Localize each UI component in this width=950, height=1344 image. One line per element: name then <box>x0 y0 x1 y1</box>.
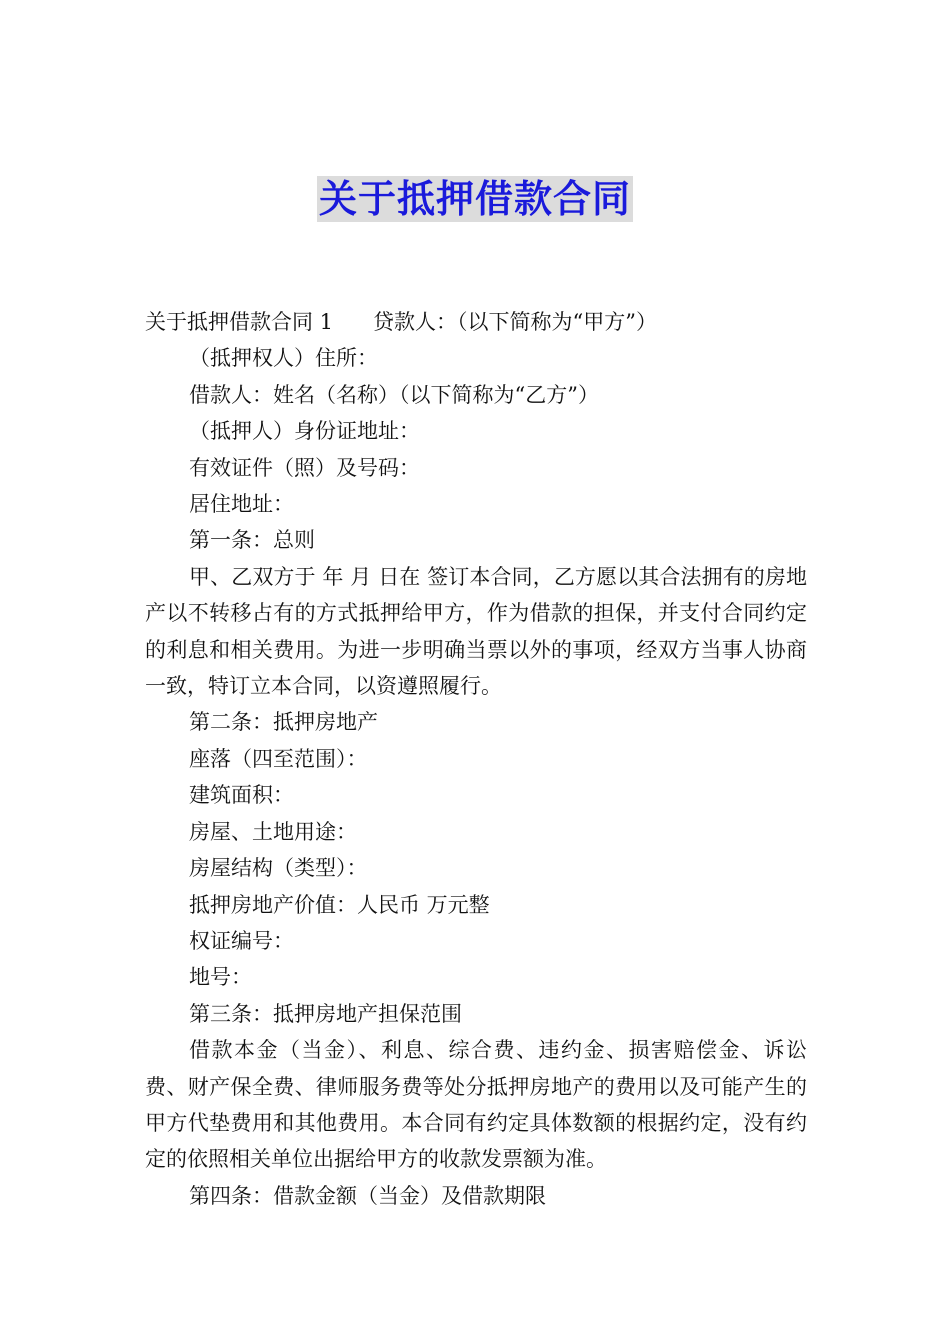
document-body <box>145 304 807 1214</box>
paragraph-mortgagee-address: （抵押权人）住所： <box>189 346 378 371</box>
field-land-use: 房屋、土地用途： <box>189 819 357 844</box>
paragraph-mortgagor-id-address: （抵押人）身份证地址： <box>189 419 420 444</box>
article-1-body: 甲、乙双方于 年 月 日在 签订本合同，乙方愿以其合法拥有的房地产以不转移占有的方式抵押给甲方，作为借款的担保，并支付合同约定的利息和相关费用。为进一步明确当票以外的事项，经双方当事人协商一致，特订立本合同，以资遵照履行。 <box>145 564 807 699</box>
document-title: 关于抵押借款合同 <box>318 177 631 221</box>
opening-line <box>145 304 807 340</box>
lender-line: 贷款人：（以下简称为“甲方”） <box>373 310 658 334</box>
field-lot-number: 地号： <box>189 965 252 990</box>
title-container <box>0 176 950 222</box>
paragraph-borrower-name: 借款人：姓名（名称）（以下简称为“乙方”） <box>189 382 599 407</box>
paragraph-residence-address: 居住地址： <box>189 492 294 517</box>
article-2-heading: 第二条：抵押房地产 <box>189 710 378 735</box>
article-1-heading: 第一条：总则 <box>189 528 315 553</box>
field-certificate-number: 权证编号： <box>189 928 294 953</box>
paragraph-id-number: 有效证件（照）及号码： <box>189 455 420 480</box>
field-structure: 房屋结构（类型）： <box>189 856 368 881</box>
article-3-heading: 第三条：抵押房地产担保范围 <box>189 1001 462 1026</box>
article-4-heading: 第四条：借款金额（当金）及借款期限 <box>189 1183 546 1208</box>
article-3-body: 借款本金（当金）、利息、综合费、违约金、损害赔偿金、诉讼费、财产保全费、律师服务费等处分抵押房地产的费用以及可能产生的甲方代垫费用和其他费用。本合同有约定具体数额的根据约定，没有约定的依照相关单位出据给甲方的收款发票额为准。 <box>145 1038 807 1172</box>
field-property-value: 抵押房地产价值：人民币 万元整 <box>189 892 490 917</box>
field-location: 座落（四至范围）： <box>189 746 368 771</box>
field-floor-area: 建筑面积： <box>189 783 294 808</box>
contract-heading: 关于抵押借款合同 1 <box>145 310 334 334</box>
